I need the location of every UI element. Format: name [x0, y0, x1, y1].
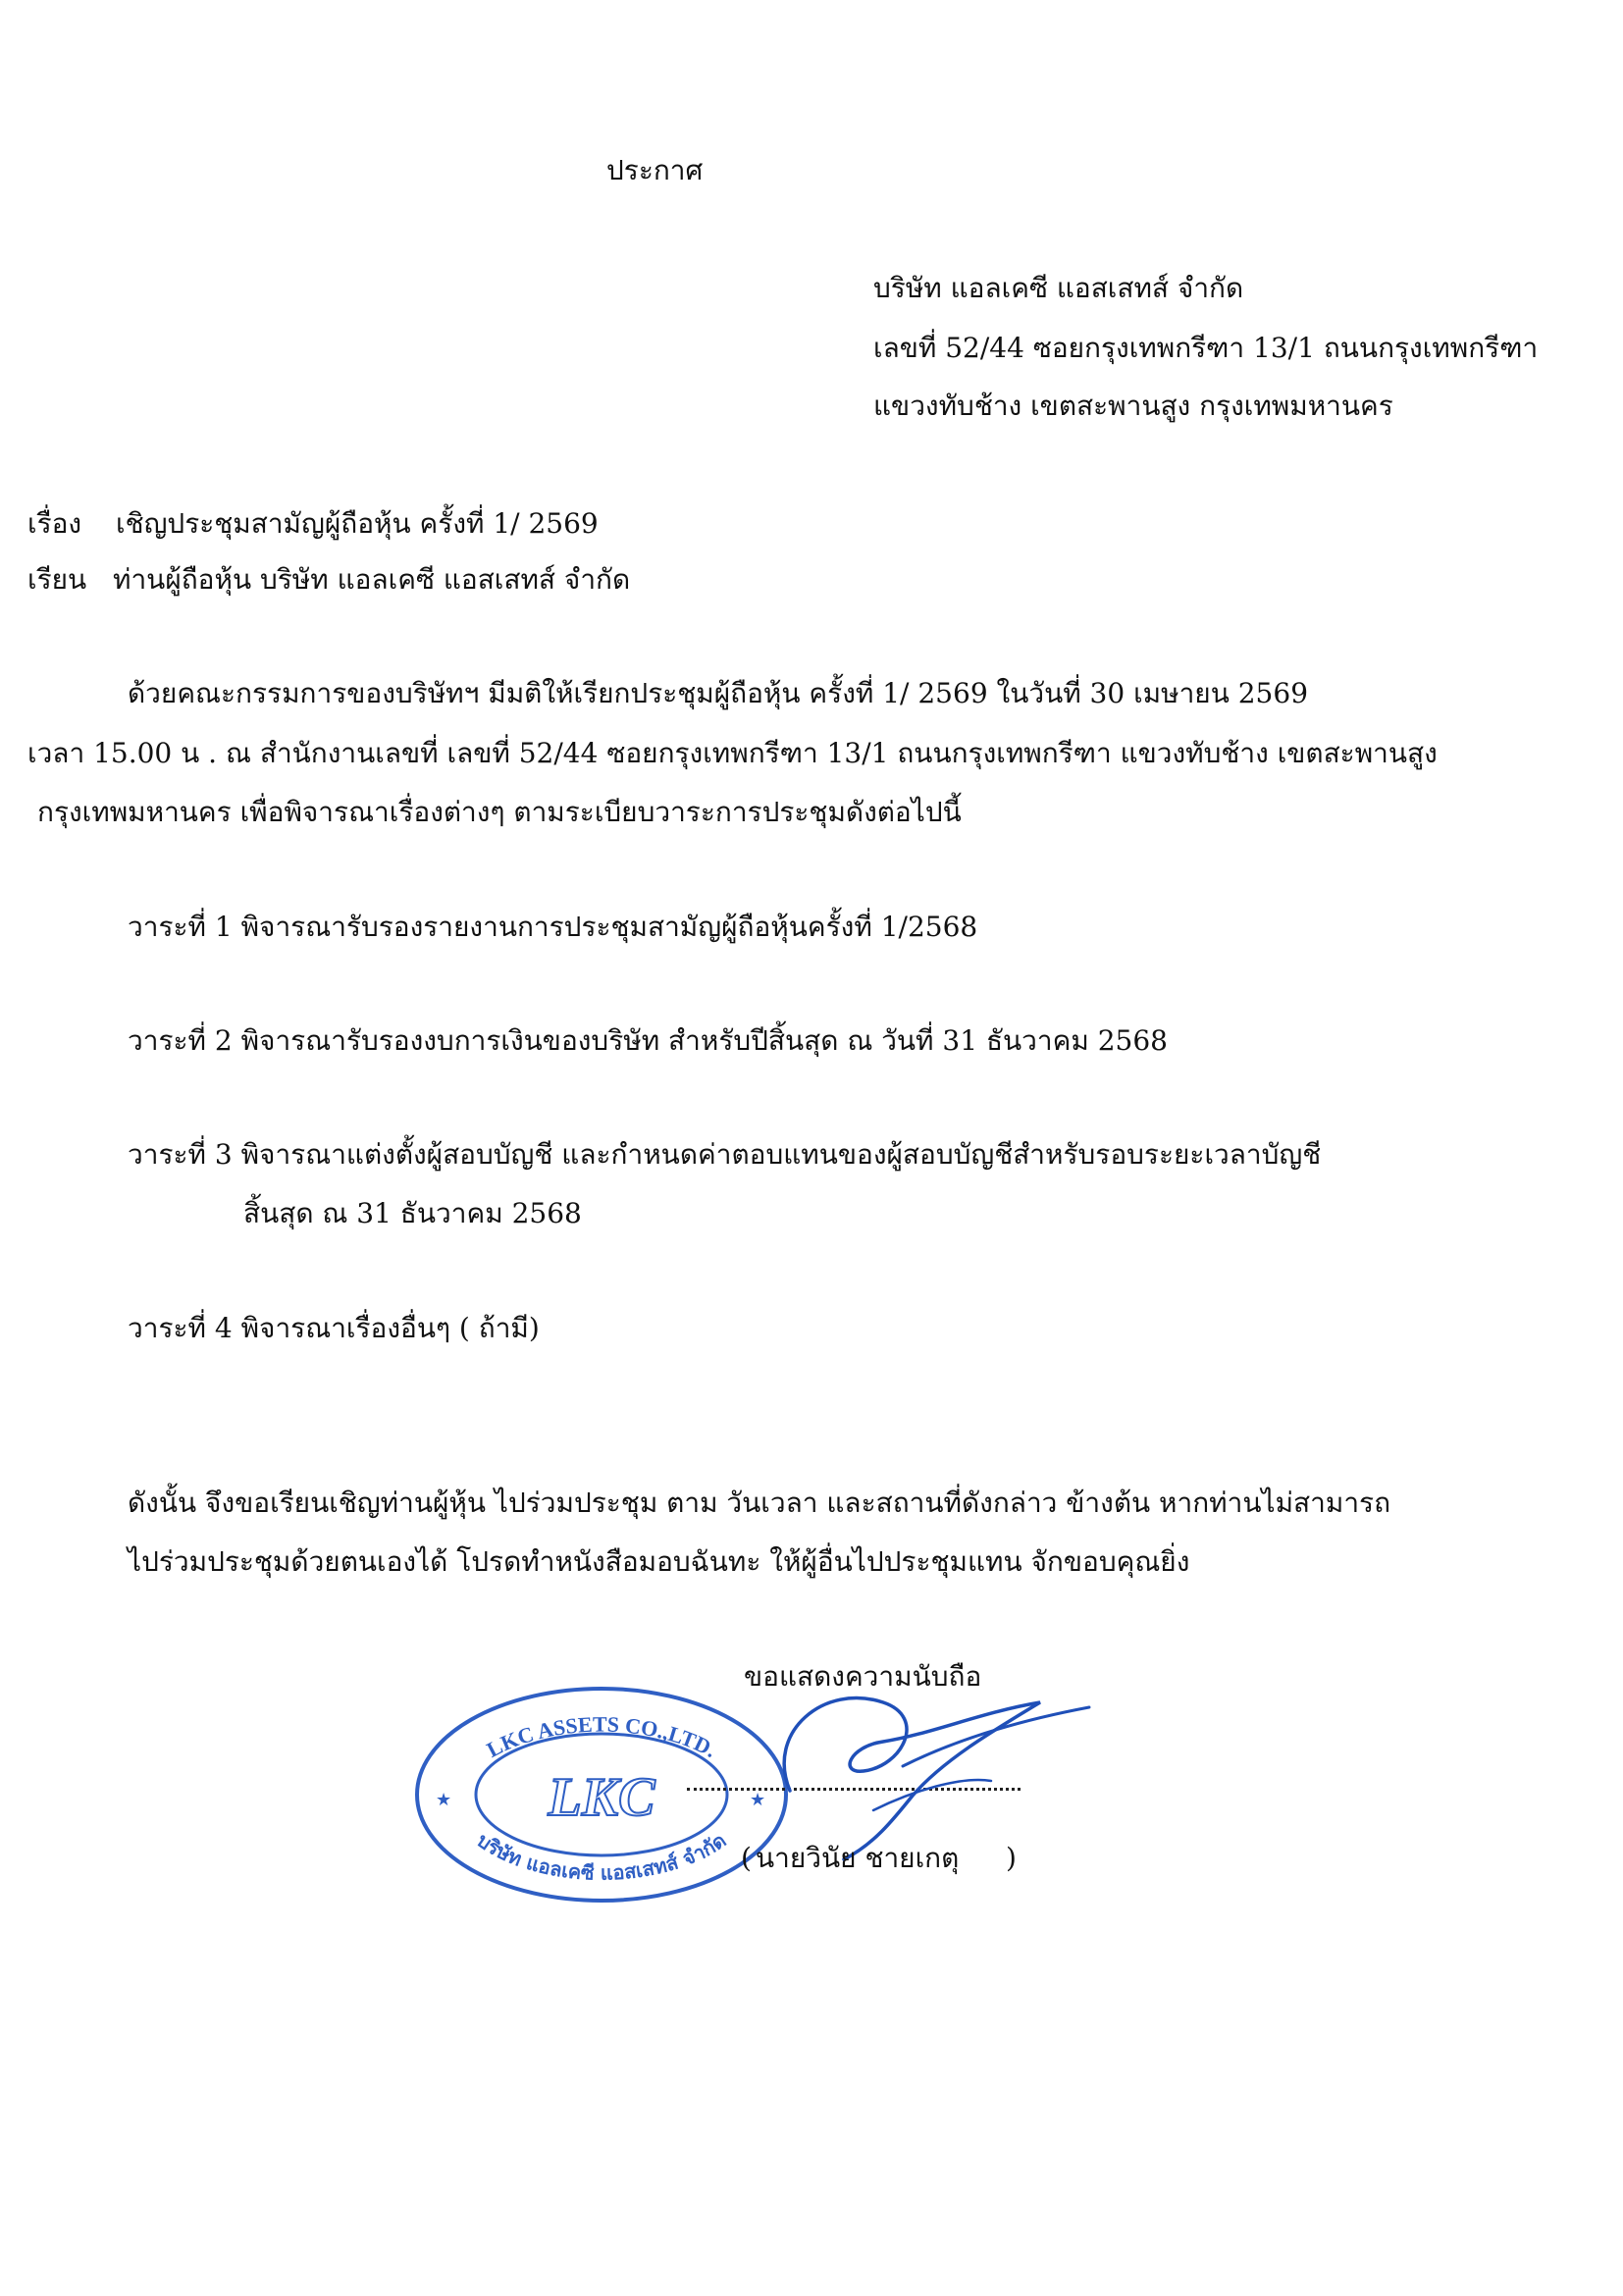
document-heading: ประกาศ [606, 154, 704, 186]
sender-address-line2: แขวงทับช้าง เขตสะพานสูง กรุงเทพมหานคร [873, 390, 1393, 422]
intro-line3: กรุงเทพมหานคร เพื่อพิจารณาเรื่องต่างๆ ตามระเบียบวาระการประชุมดังต่อไปนี้ [37, 796, 962, 828]
sender-company: บริษัท แอลเคซี แอสเสทส์ จำกัด [873, 272, 1244, 304]
signatory-name: นายวินัย ชายเกตุ [756, 1842, 960, 1874]
agenda-item: วาระที่ 2 พิจารณารับรองงบการเงินของบริษัท สำหรับปีสิ้นสุด ณ วันที่ 31 ธันวาคม 2568 [128, 1024, 1168, 1057]
signatory-paren-close: ) [1006, 1842, 1017, 1874]
stamp-bottom-text: บริษัท แอลเคซี แอสเสทส์ จำกัด [472, 1828, 731, 1885]
subject-label: เรื่อง [27, 507, 82, 540]
recipient-text: ท่านผู้ถือหุ้น บริษัท แอลเคซี แอสเสทส์ จำกัด [113, 563, 631, 596]
agenda-item-continuation: สิ้นสุด ณ 31 ธันวาคม 2568 [243, 1197, 582, 1229]
sign-off-regards: ขอแสดงความนับถือ [744, 1660, 982, 1693]
recipient-label: เรียน [27, 563, 87, 596]
closing-line1: ดังนั้น จึงขอเรียนเชิญท่านผู้หุ้น ไปร่วมประชุม ตาม วันเวลา และสถานที่ดังกล่าว ข้างต้น หากท่านไม่สามารถ [128, 1487, 1391, 1519]
stamp-star-icon: ★ [750, 1790, 766, 1810]
stamp-center-logo: LKC [548, 1767, 655, 1828]
company-stamp [410, 1684, 793, 1905]
sender-address-line1: เลขที่ 52/44 ซอยกรุงเทพกรีฑา 13/1 ถนนกรุงเทพกรีฑา [873, 332, 1539, 364]
signatory-paren-open: ( [741, 1842, 752, 1874]
stamp-star-icon: ★ [436, 1790, 452, 1810]
intro-line2: เวลา 15.00 น . ณ สำนักงานเลขที่ เลขที่ 52/44 ซอยกรุงเทพกรีฑา 13/1 ถนนกรุงเทพกรีฑา แขวงทับช้าง เขตสะพานสูง [27, 737, 1438, 769]
handwritten-signature [756, 1673, 1109, 1869]
intro-line1: ด้วยคณะกรรมการของบริษัทฯ มีมติให้เรียกประชุมผู้ถือหุ้น ครั้งที่ 1/ 2569 ในวันที่ 30 เมษายน 2569 [128, 677, 1309, 709]
stamp-top-text: LKC ASSETS CO.,LTD. [482, 1711, 721, 1763]
closing-line2: ไปร่วมประชุมด้วยตนเองได้ โปรดทำหนังสือมอบฉันทะ ให้ผู้อื่นไปประชุมแทน จักขอบคุณยิ่ง [128, 1545, 1190, 1578]
agenda-item: วาระที่ 1 พิจารณารับรองรายงานการประชุมสามัญผู้ถือหุ้นครั้งที่ 1/2568 [128, 911, 978, 943]
agenda-item: วาระที่ 4 พิจารณาเรื่องอื่นๆ ( ถ้ามี) [128, 1312, 540, 1344]
agenda-item: วาระที่ 3 พิจารณาแต่งตั้งผู้สอบบัญชี และกำหนดค่าตอบแทนของผู้สอบบัญชีสำหรับรอบระยะเวลาบัญชี [128, 1138, 1322, 1171]
subject-text: เชิญประชุมสามัญผู้ถือหุ้น ครั้งที่ 1/ 2569 [116, 507, 599, 540]
